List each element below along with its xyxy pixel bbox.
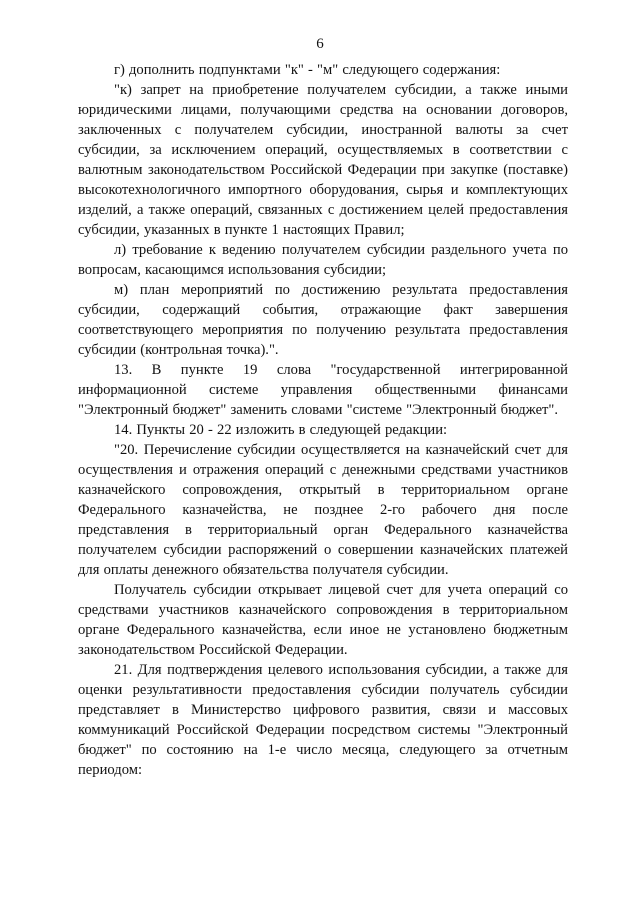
paragraph-subitem-l: л) требование к ведению получателем субсидии раздельного учета по вопросам, касающимся использования субсидии; xyxy=(78,242,568,278)
paragraph-subitem-g: г) дополнить подпунктами "к" - "м" следующего содержания: xyxy=(114,62,501,78)
paragraph-item-13: 13. В пункте 19 слова "государственной интегрированной информационной системе управления общественными финансами "Электронный бюджет" заменить словами "системе "Электронный бюджет". xyxy=(78,362,568,418)
paragraph-item-21: 21. Для подтверждения целевого использования субсидии, а также для оценки результативности предоставления субсидии получатель субсидии представляет в Министерство цифрового развития, связи и массовых коммуникаций Российской Федерации посредством системы "Электронный бюджет" по состоянию на 1-е число месяца, следующего за отчетным периодом: xyxy=(78,662,568,778)
paragraph-item-14: 14. Пункты 20 - 22 изложить в следующей редакции: xyxy=(114,422,448,438)
page-number: 6 xyxy=(316,36,324,52)
paragraph-item-20: "20. Перечисление субсидии осуществляется на казначейский счет для осуществления и отражения операций с денежными средствами участников казначейского сопровождения, открытый в территориальном органе Федерального казначейства, не позднее 2-го рабочего дня после представления в территориальный орган Федерального казначейства получателем субсидии распоряжений о совершении казначейских платежей для оплаты денежного обязательства получателя субсидии. xyxy=(78,442,568,578)
paragraph-subitem-m: м) план мероприятий по достижению результата предоставления субсидии, содержащий события, отражающие факт завершения соответствующего мероприятия по получению результата предоставления субсидии (контрольная точка).". xyxy=(78,282,568,358)
paragraph-item-20-continued: Получатель субсидии открывает лицевой счет для учета операций со средствами участников казначейского сопровождения в территориальном органе Федерального казначейства, если иное не установлено бюджетным законодательством Российской Федерации. xyxy=(78,582,568,658)
document-body xyxy=(78,60,568,780)
paragraph-subitem-k: "к) запрет на приобретение получателем субсидии, а также иными юридическими лицами, получающими средства на основании договоров, заключенных с получателем субсидии, иностранной валюты за счет субсидии, за исключением операций, осуществляемых в соответствии с валютным законодательством Российской Федерации при закупке (поставке) высокотехнологичного импортного оборудования, сырья и комплектующих изделий, а также операций, связанных с достижением целей предоставления субсидии, указанных в пункте 1 настоящих Правил; xyxy=(78,82,568,238)
